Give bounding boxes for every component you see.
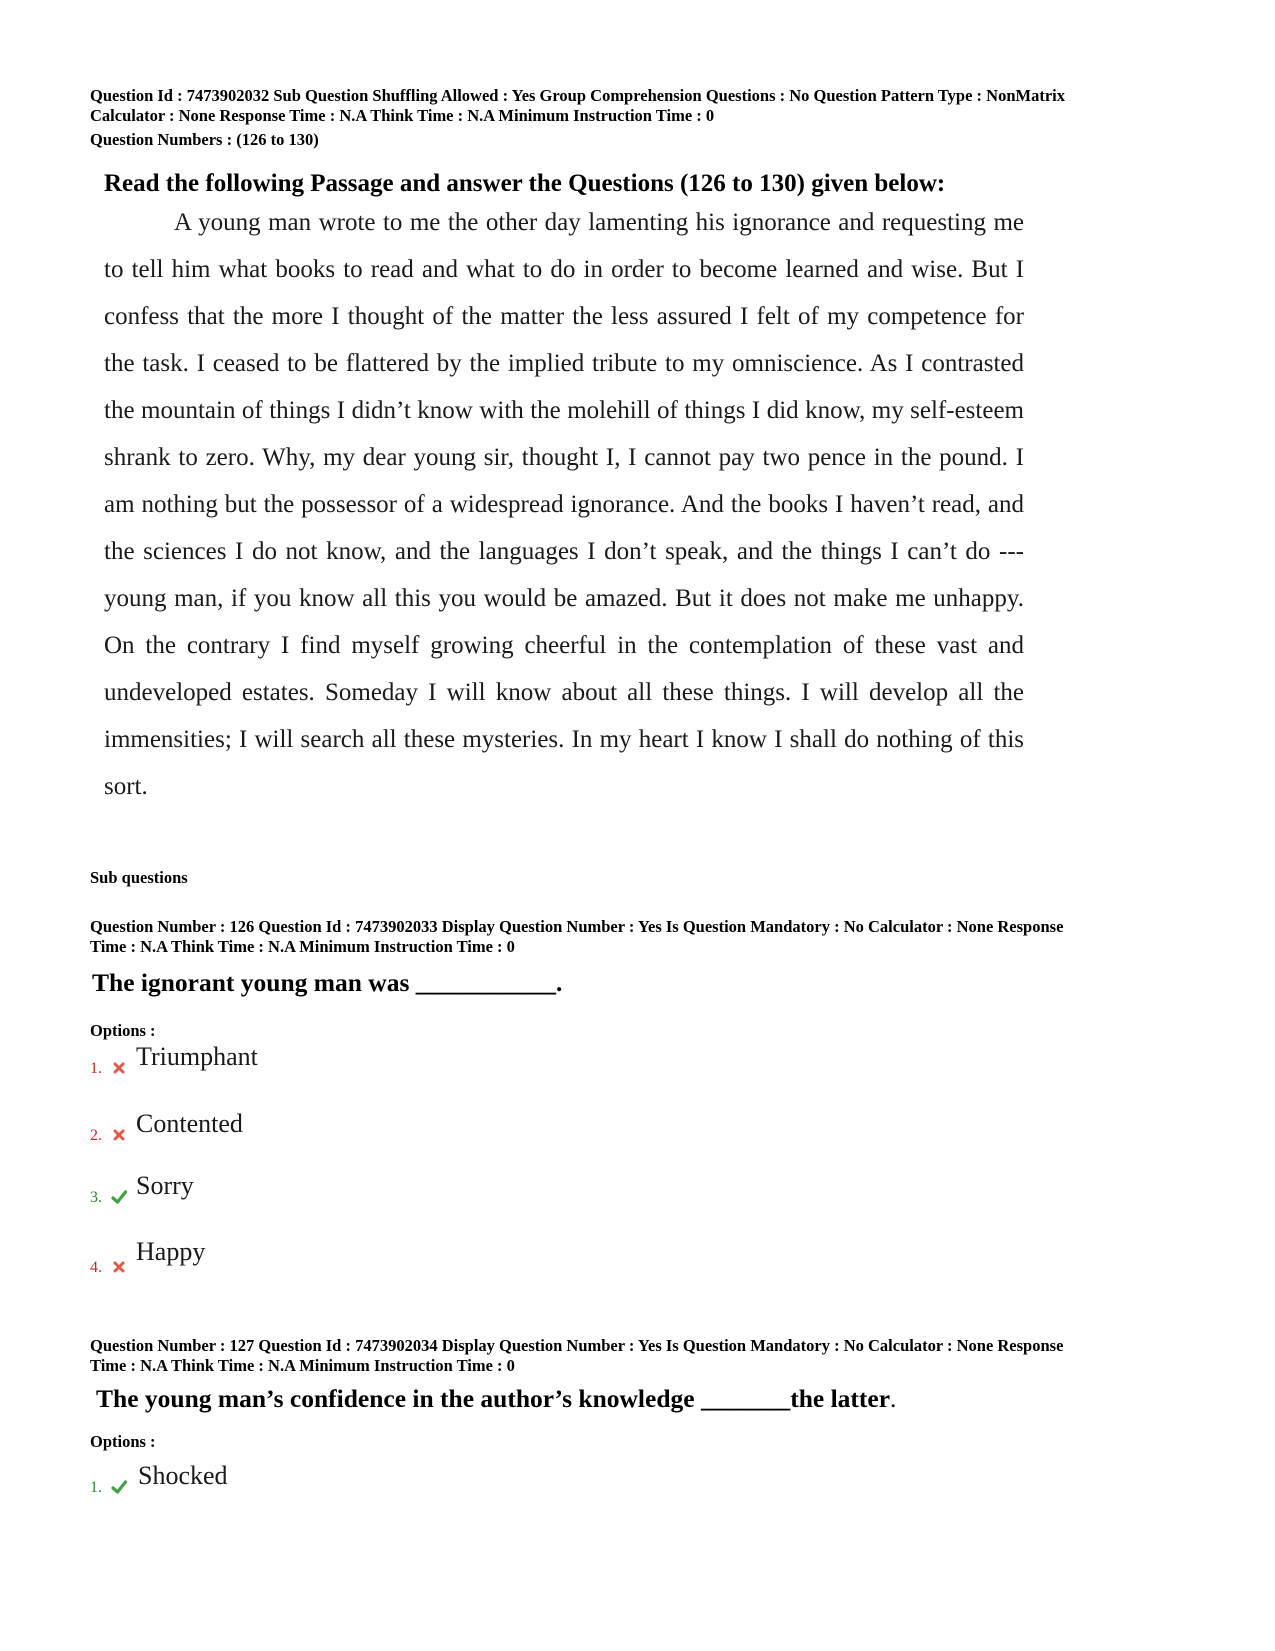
q126-options-label: Options :: [90, 1021, 156, 1040]
question-127-meta: [90, 1336, 1190, 1376]
option-number: 1.: [90, 1479, 102, 1496]
cross-icon: [110, 1258, 128, 1276]
q127-stem-period: .: [890, 1384, 897, 1413]
question-header: [90, 86, 1190, 150]
q126-meta-line-1: Question Number : 126 Question Id : 7473902033 Display Question Number : Yes Is Question Mandatory : No Calculator : None Response: [90, 917, 1064, 936]
q127-meta-line-2: Time : N.A Think Time : N.A Minimum Instruction Time : 0: [90, 1356, 515, 1375]
passage-text: A young man wrote to me the other day lamenting his ignorance and requesting me to tell him what books to read and what to do in order to become learned and wise. But I confess that the more I thought of the matter the less assured I felt of my competence for the task. I ceased to be flattered by the implied tribute to my omniscience. As I contrasted the mountain of things I didn’t know with the molehill of things I did know, my self-esteem shrank to zero. Why, my dear young sir, thought I, I cannot pay two pence in the pound. I am nothing but the possessor of a widespread ignorance. And the books I haven’t read, and the sciences I do not know, and the languages I don’t speak, and the things I can’t do ---young man, if you know all this you would be amazed. But it does not make me unhappy. On the contrary I find myself growing cheerful in the contemplation of these vast and undeveloped estates. Someday I will know about all these things. I will develop all the immensities; I will search all these mysteries. In my heart I know I shall do nothing of this sort.: [104, 209, 1024, 800]
question-126-stem: The ignorant young man was ___________.: [92, 968, 563, 997]
check-icon: [110, 1478, 128, 1496]
q127-meta-line-1: Question Number : 127 Question Id : 7473902034 Display Question Number : Yes Is Question Mandatory : No Calculator : None Response: [90, 1336, 1064, 1355]
option-number: 2.: [90, 1127, 102, 1144]
option-number: 4.: [90, 1259, 102, 1276]
option-text: Shocked: [138, 1461, 228, 1490]
option-number: 3.: [90, 1189, 102, 1206]
sub-questions-label: Sub questions: [90, 868, 188, 887]
option-text: Triumphant: [136, 1042, 258, 1071]
question-126-meta: [90, 917, 1190, 957]
passage-title: Read the following Passage and answer the Questions (126 to 130) given below:: [104, 170, 946, 197]
cross-icon: [110, 1126, 128, 1144]
option-text: Happy: [136, 1237, 206, 1266]
cross-icon: [110, 1059, 128, 1077]
option-text: Sorry: [136, 1171, 194, 1200]
q127-stem-text: The young man’s confidence in the author’s knowledge _______the latter: [96, 1384, 891, 1413]
option-number: 1.: [90, 1060, 102, 1077]
header-line-2: Calculator : None Response Time : N.A Think Time : N.A Minimum Instruction Time : 0: [90, 106, 715, 125]
header-line-1: Question Id : 7473902032 Sub Question Shuffling Allowed : Yes Group Comprehension Questions : No Question Pattern Type : NonMatrix: [90, 86, 1065, 105]
question-127-stem: [96, 1384, 896, 1414]
header-line-3: Question Numbers : (126 to 130): [90, 130, 319, 149]
check-icon: [110, 1188, 128, 1206]
option-text: Contented: [136, 1109, 243, 1138]
q126-meta-line-2: Time : N.A Think Time : N.A Minimum Instruction Time : 0: [90, 937, 515, 956]
q127-options-label: Options :: [90, 1432, 156, 1451]
